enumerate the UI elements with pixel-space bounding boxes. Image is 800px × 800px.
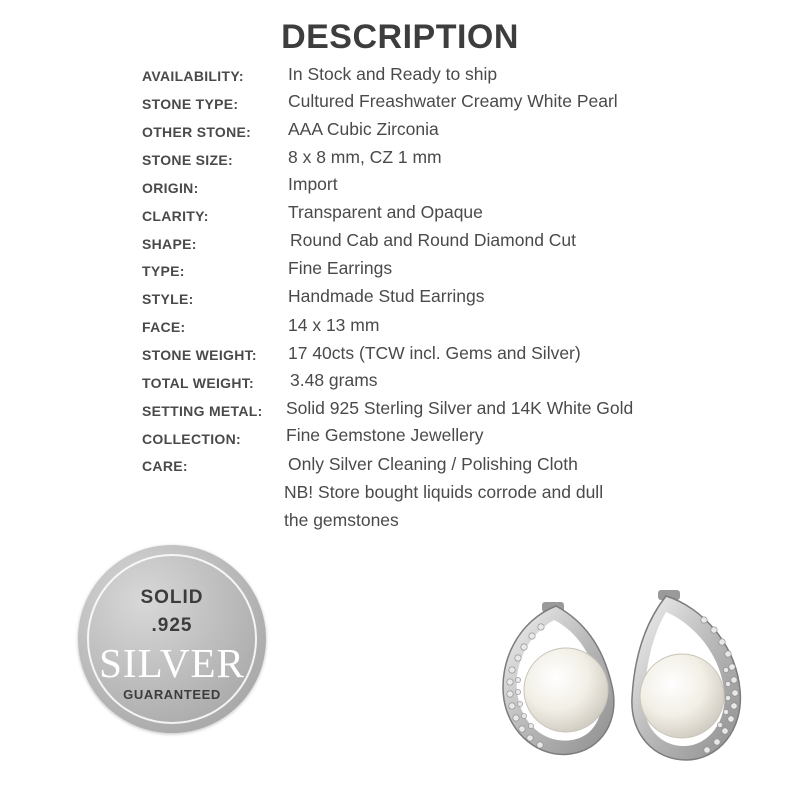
spec-label-origin: ORIGIN: xyxy=(142,180,199,196)
seal-purity-text: .925 xyxy=(151,615,193,636)
seal-guaranteed-text: GUARANTEED xyxy=(123,687,221,702)
spec-label-stone-size: STONE SIZE: xyxy=(142,152,233,168)
spec-label-collection: COLLECTION: xyxy=(142,431,241,447)
spec-value-style: Handmade Stud Earrings xyxy=(288,286,485,306)
spec-label-face: FACE: xyxy=(142,319,186,335)
spec-label-other-stone: OTHER STONE: xyxy=(142,124,252,140)
spec-value-total-weight: 3.48 grams xyxy=(290,370,378,390)
spec-label-style: STYLE: xyxy=(142,291,194,307)
spec-label-shape: SHAPE: xyxy=(142,236,197,252)
care-note-line-2: the gemstones xyxy=(284,510,399,530)
right-earring xyxy=(632,590,741,760)
seal-silver-text: SILVER xyxy=(99,640,245,686)
spec-value-other-stone: AAA Cubic Zirconia xyxy=(288,119,439,139)
spec-value-stone-weight: 17 40cts (TCW incl. Gems and Silver) xyxy=(288,343,581,363)
page-title: DESCRIPTION xyxy=(281,18,519,56)
spec-value-shape: Round Cab and Round Diamond Cut xyxy=(290,230,577,250)
left-earring xyxy=(503,602,614,754)
solid-silver-seal xyxy=(78,545,266,733)
pearl-earrings-image xyxy=(490,590,780,790)
spec-label-total-weight: TOTAL WEIGHT: xyxy=(142,375,255,391)
spec-value-stone-size: 8 x 8 mm, CZ 1 mm xyxy=(288,147,442,167)
care-note-line-1: NB! Store bought liquids corrode and dull xyxy=(284,482,604,502)
spec-label-stone-type: STONE TYPE: xyxy=(142,96,239,112)
spec-label-clarity: CLARITY: xyxy=(142,208,209,224)
spec-value-availability: In Stock and Ready to ship xyxy=(288,64,498,84)
spec-label-stone-weight: STONE WEIGHT: xyxy=(142,347,257,363)
spec-value-setting-metal: Solid 925 Sterling Silver and 14K White Gold xyxy=(286,398,634,418)
seal-solid-text: SOLID xyxy=(140,587,204,608)
spec-value-face: 14 x 13 mm xyxy=(288,315,380,335)
spec-value-care: Only Silver Cleaning / Polishing Cloth xyxy=(288,454,578,474)
spec-value-stone-type: Cultured Freashwater Creamy White Pearl xyxy=(288,91,618,111)
spec-label-care: CARE: xyxy=(142,458,188,474)
spec-label-type: TYPE: xyxy=(142,263,185,279)
spec-value-origin: Import xyxy=(288,174,338,194)
spec-value-collection: Fine Gemstone Jewellery xyxy=(286,425,484,445)
spec-value-clarity: Transparent and Opaque xyxy=(288,202,483,222)
spec-label-setting-metal: SETTING METAL: xyxy=(142,403,263,419)
spec-value-type: Fine Earrings xyxy=(288,258,393,278)
spec-label-availability: AVAILABILITY: xyxy=(142,68,244,84)
